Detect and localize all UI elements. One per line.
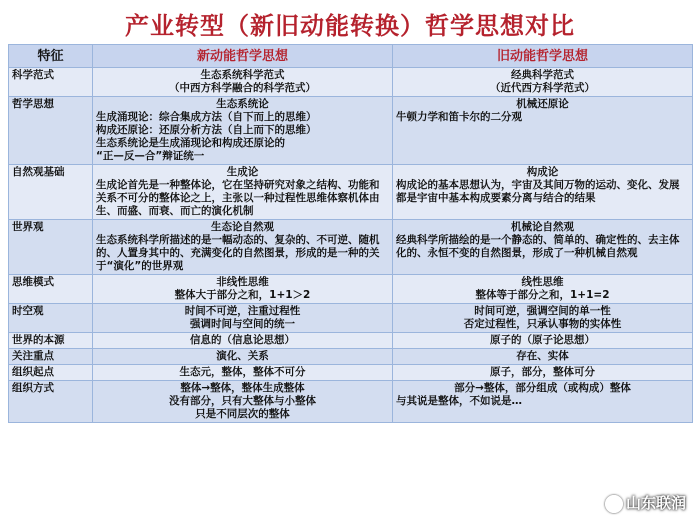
table-row <box>9 381 693 423</box>
new-line: 生态元，整体，整体不可分 <box>179 366 306 378</box>
old-line: 与其说是整体，不如说是… <box>396 395 522 407</box>
old-line: 经典科学范式 <box>511 69 574 81</box>
new-cell <box>93 275 393 304</box>
table-header-row <box>9 45 693 68</box>
new-cell <box>93 220 393 275</box>
new-line: 生态系统科学所描述的是一幅动态的、复杂的、不可逆、随机的、人置身其中的、充满变化的自然图景，形成的是一种的关于“演化”的世界观 <box>96 234 380 272</box>
feature-cell: 组织方式 <box>9 381 93 423</box>
old-line: 否定过程性，只承认事物的实体性 <box>463 318 622 330</box>
old-cell <box>393 349 693 365</box>
old-line: 原子的（原子论思想） <box>490 334 595 346</box>
feature-cell: 时空观 <box>9 304 93 333</box>
old-cell <box>393 365 693 381</box>
new-cell <box>93 381 393 423</box>
old-line: 线性思维 <box>521 276 564 288</box>
old-line: 时间可逆，强调空间的单一性 <box>474 305 611 317</box>
old-line: 经典科学所描绘的是一个静态的、简单的、确定性的、去主体化的、永恒不变的自然图景，形成了一种机械自然观 <box>396 234 680 259</box>
new-line: 生成涌现论：综合集成方法（自下而上的思维） <box>96 111 317 123</box>
old-cell <box>393 68 693 97</box>
new-cell <box>93 349 393 365</box>
feature-cell: 科学范式 <box>9 68 93 97</box>
new-line: （中西方科学融合的科学范式） <box>169 82 316 94</box>
table-row <box>9 365 693 381</box>
new-line: 生态系统论 <box>216 98 269 110</box>
old-cell <box>393 304 693 333</box>
old-cell <box>393 381 693 423</box>
feature-cell: 关注重点 <box>9 349 93 365</box>
old-line: （近代西方科学范式） <box>490 82 595 94</box>
new-line: 非线性思维 <box>216 276 269 288</box>
old-line: 整体等于部分之和，1+1=2 <box>475 289 610 301</box>
old-cell <box>393 220 693 275</box>
new-line: 构成还原论：还原分析方法（自上而下的思维） <box>96 124 317 136</box>
new-cell <box>93 97 393 165</box>
old-cell <box>393 275 693 304</box>
old-cell <box>393 97 693 165</box>
new-line: 只是不同层次的整体 <box>195 408 290 420</box>
new-line: 生态系统科学范式 <box>200 69 285 81</box>
table-row <box>9 349 693 365</box>
new-cell <box>93 68 393 97</box>
comparison-table <box>8 44 693 423</box>
new-line: 整体→整体，整体生成整体 <box>180 382 305 394</box>
new-cell <box>93 333 393 349</box>
old-line: 机械论自然观 <box>511 221 574 233</box>
feature-cell: 哲学思想 <box>9 97 93 165</box>
new-line: 信息的（信息论思想） <box>190 334 295 346</box>
feature-cell: 世界的本源 <box>9 333 93 349</box>
header-new: 新动能哲学思想 <box>93 45 393 68</box>
header-old: 旧动能哲学思想 <box>393 45 693 68</box>
new-line: 强调时间与空间的统一 <box>190 318 295 330</box>
new-cell <box>93 365 393 381</box>
new-line: 生成论 <box>226 166 259 178</box>
feature-cell: 思维模式 <box>9 275 93 304</box>
table-row <box>9 68 693 97</box>
header-feature: 特征 <box>9 45 93 68</box>
table-row <box>9 220 693 275</box>
wechat-icon <box>605 495 623 513</box>
table-row <box>9 304 693 333</box>
old-cell <box>393 333 693 349</box>
watermark <box>605 492 686 513</box>
old-line: 构成论的基本思想认为，宇宙及其间万物的运动、变化、发展都是宇宙中基本构成要素分离与结合的结果 <box>396 179 680 204</box>
new-line: “正—反—合”辩证统一 <box>96 150 205 162</box>
new-line: 生态系统论是生成涌现论和构成还原论的 <box>96 137 285 149</box>
table-row <box>9 275 693 304</box>
table-row <box>9 333 693 349</box>
old-cell <box>393 165 693 220</box>
new-cell <box>93 304 393 333</box>
table-row <box>9 165 693 220</box>
new-cell <box>93 165 393 220</box>
old-line: 机械还原论 <box>516 98 569 110</box>
new-line: 演化、关系 <box>216 350 269 362</box>
watermark-text: 山东联润 <box>625 494 686 512</box>
new-line: 没有部分，只有大整体与小整体 <box>169 395 316 407</box>
feature-cell: 世界观 <box>9 220 93 275</box>
old-line: 存在、实体 <box>516 350 569 362</box>
new-line: 生态论自然观 <box>211 221 274 233</box>
page-title: 产业转型（新旧动能转换）哲学思想对比 <box>125 12 575 40</box>
old-line: 原子，部分，整体可分 <box>490 366 595 378</box>
new-line: 时间不可逆，注重过程性 <box>184 305 301 317</box>
new-line: 整体大于部分之和，1+1＞2 <box>174 289 311 301</box>
old-line: 牛顿力学和笛卡尔的二分观 <box>396 111 522 123</box>
new-line: 生成论首先是一种整体论，它在坚持研究对象之结构、功能和关系不可分的整体论之上，主张以一种过程性思维体察机体由生、而盛、而衰、而亡的演化机制 <box>96 179 380 217</box>
table-row <box>9 97 693 165</box>
old-line: 部分→整体，部分组成（或构成）整体 <box>454 382 631 394</box>
feature-cell: 组织起点 <box>9 365 93 381</box>
feature-cell: 自然观基础 <box>9 165 93 220</box>
old-line: 构成论 <box>526 166 559 178</box>
